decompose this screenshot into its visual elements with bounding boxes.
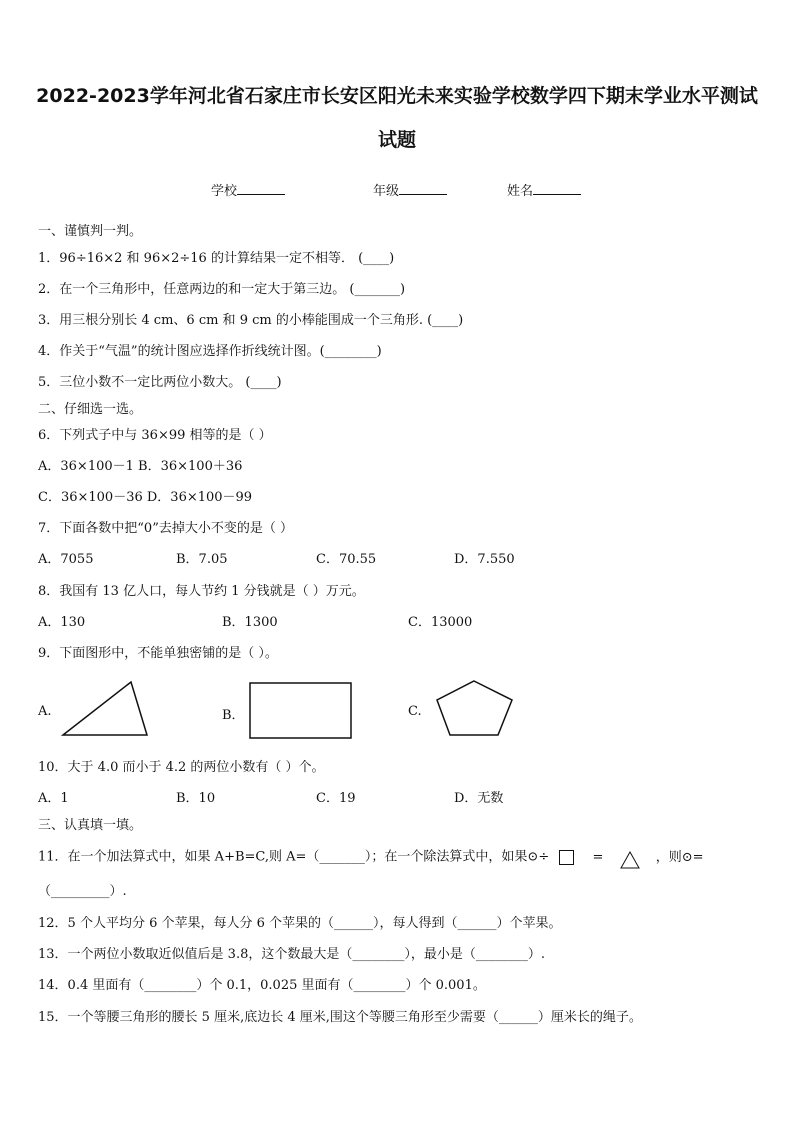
question-9-option-b-label: B． <box>222 708 245 723</box>
question-8: 8．我国有 13 亿人口，每人节约 1 分钱就是（ ）万元。 <box>38 584 365 599</box>
school-label: 学校 <box>211 184 238 199</box>
question-6: 6．下列式子中与 36×99 相等的是（ ） <box>38 428 272 443</box>
question-6-options-cd: C．36×100－36 D．36×100－99 <box>38 490 253 505</box>
question-8-option-a: A．130 <box>38 615 86 630</box>
question-7-option-a: A．7055 <box>38 552 94 567</box>
question-12: 12．5 个人平均分 6 个苹果，每人分 6 个苹果的（______），每人得到（______）个苹果。 <box>38 916 562 931</box>
question-10: 10．大于 4.0 而小于 4.2 的两位小数有（ ）个。 <box>38 760 325 775</box>
question-8-option-c: C．13000 <box>408 615 473 630</box>
page-title-line2: 试题 <box>377 129 416 151</box>
school-field[interactable] <box>211 180 285 199</box>
question-15: 15．一个等腰三角形的腰长 5 厘米,底边长 4 厘米,围这个等腰三角形至少需要（______）厘米长的绳子。 <box>38 1010 642 1025</box>
question-10-option-d: D．无数 <box>454 791 504 806</box>
square-icon <box>559 850 574 865</box>
name-blank[interactable] <box>533 182 581 195</box>
page-title-line1: 2022-2023学年河北省石家庄市长安区阳光未来实验学校数学四下期末学业水平测试 <box>36 85 758 107</box>
question-3: 3．用三根分别长 4 cm、6 cm 和 9 cm 的小棒能围成一个三角形. (____) <box>38 313 464 328</box>
question-7-option-b: B．7.05 <box>176 552 228 567</box>
question-10-option-a: A．1 <box>38 791 69 806</box>
question-9-option-c-label: C. <box>408 704 422 719</box>
question-5: 5．三位小数不一定比两位小数大。 (____) <box>38 375 282 390</box>
triangle-shape <box>60 680 150 738</box>
question-7-option-c: C．70.55 <box>316 552 377 567</box>
question-9: 9．下面图形中，不能单独密铺的是（ ）。 <box>38 646 278 661</box>
question-11-line <box>38 848 703 866</box>
question-7: 7．下面各数中把“0”去掉大小不变的是（ ） <box>38 521 293 536</box>
grade-blank[interactable] <box>399 182 447 195</box>
question-8-option-b: B．1300 <box>222 615 278 630</box>
grade-label: 年级 <box>373 184 400 199</box>
question-6-options-ab: A．36×100－1 B．36×100＋36 <box>38 459 243 474</box>
question-11-tail: ，则⊙= <box>655 849 704 865</box>
question-13: 13．一个两位小数取近似值后是 3.8，这个数最大是（________），最小是（________）. <box>38 947 545 962</box>
pentagon-shape <box>436 680 514 738</box>
section-2-heading: 二、仔细选一选。 <box>38 402 143 417</box>
question-11-equals: = <box>592 849 604 865</box>
question-9-option-a-label: A. <box>38 704 52 719</box>
triangle-icon <box>620 851 640 869</box>
question-2: 2．在一个三角形中，任意两边的和一定大于第三边。 (_______) <box>38 282 406 297</box>
question-10-option-c: C．19 <box>316 791 356 806</box>
question-11-text: 11．在一个加法算式中，如果 A+B=C,则 A=（_______）；在一个除法算式中，如果⊙÷ <box>38 849 550 865</box>
section-1-heading: 一、谨慎判一判。 <box>38 224 143 239</box>
section-3-heading: 三、认真填一填。 <box>38 818 143 833</box>
question-10-option-b: B．10 <box>176 791 216 806</box>
question-4: 4．作关于“气温”的统计图应选择作折线统计图。(________) <box>38 344 382 359</box>
rectangle-shape <box>249 682 353 740</box>
question-7-option-d: D．7.550 <box>454 552 515 567</box>
name-label: 姓名 <box>507 184 534 199</box>
question-11-blank: （_________）. <box>38 884 127 899</box>
school-blank[interactable] <box>237 182 285 195</box>
grade-field[interactable] <box>373 180 447 199</box>
question-1: 1．96÷16×2 和 96×2÷16 的计算结果一定不相等． (____) <box>38 251 395 266</box>
question-14: 14．0.4 里面有（________）个 0.1，0.025 里面有（________）个 0.001。 <box>38 978 486 993</box>
name-field[interactable] <box>507 180 581 199</box>
